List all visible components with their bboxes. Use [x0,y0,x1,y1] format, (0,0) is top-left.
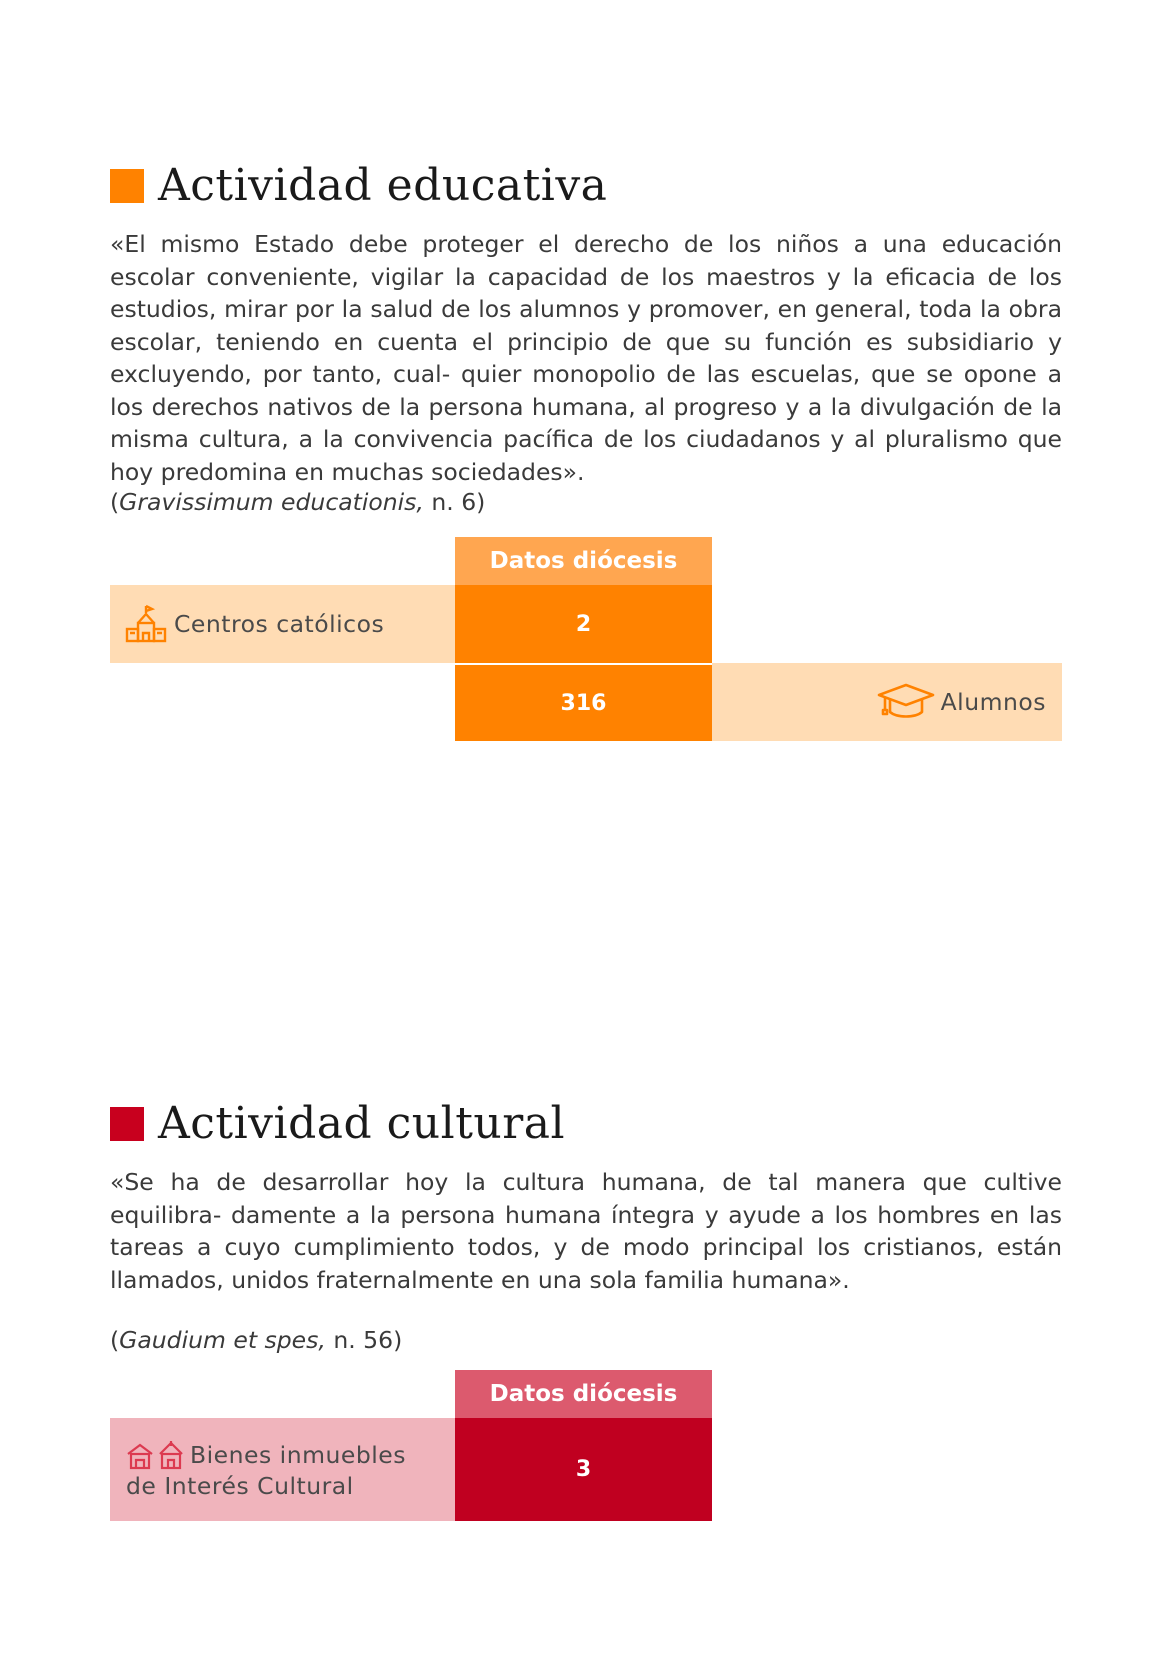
section-title-cultural [110,1098,565,1149]
source-educativa-ref: n. 6) [423,488,486,516]
section-title-educativa [110,160,607,211]
row-label-bienes [110,1418,455,1521]
row-value-centros: 2 [455,585,712,663]
row-label-bienes-line1 [126,1440,406,1470]
source-cultural: (Gaudium et spes, n. 56) [110,1326,403,1354]
heritage-buildings-icon [126,1440,184,1470]
source-cultural-ref: n. 56) [325,1326,403,1354]
quote-cultural: «Se ha de desarrollar hoy la cultura humana, de tal manera que cultive equilibra- damente a la persona humana íntegra y ayude a los hombres en las tareas a cuyo cumplimiento todos, y de modo principal los cristianos, están llamados, unidos fraternalmente en una sola familia humana». [110,1168,1062,1294]
table-header-cultural: Datos diócesis [455,1370,712,1418]
row-label-alumnos [712,663,1062,741]
source-cultural-work: Gaudium et spes, [119,1326,326,1354]
row-label-centros [110,585,455,663]
row-label-bienes-text2: de Interés Cultural [126,1471,354,1500]
source-educativa: (Gravissimum educationis, n. 6) [110,488,486,516]
quote-educativa: «El mismo Estado debe proteger el derecho de los niños a una educación escolar conveniente, vigilar la capacidad de los maestros y la eficacia de los estudios, mirar por la salud de los alumnos y promover, en general, toda la obra escolar, teniendo en cuenta el principio de que su función es subsidiario y excluyendo, por tanto, cual- quier monopolio de las escuelas, que se opone a los derechos nativos de la persona humana, al progreso y a la divulgación de la misma cultura, a la convivencia pacífica de los ciudadanos y al pluralismo que hoy predomina en muchas sociedades». [110,230,1062,486]
orange-square-icon [110,169,144,203]
school-building-icon [124,603,168,645]
row-value-bienes: 3 [455,1418,712,1521]
row-label-bienes-text1: Bienes inmuebles [190,1440,406,1469]
source-educativa-work: Gravissimum educationis, [119,488,424,516]
row-value-alumnos: 316 [455,665,712,741]
row-label-centros-text: Centros católicos [174,610,385,638]
section-title-educativa-text: Actividad educativa [158,160,608,211]
row-label-alumnos-text: Alumnos [940,688,1046,716]
table-header-educativa: Datos diócesis [455,537,712,585]
graduation-cap-icon [877,682,935,722]
red-square-icon [110,1107,144,1141]
section-title-cultural-text: Actividad cultural [158,1098,566,1149]
